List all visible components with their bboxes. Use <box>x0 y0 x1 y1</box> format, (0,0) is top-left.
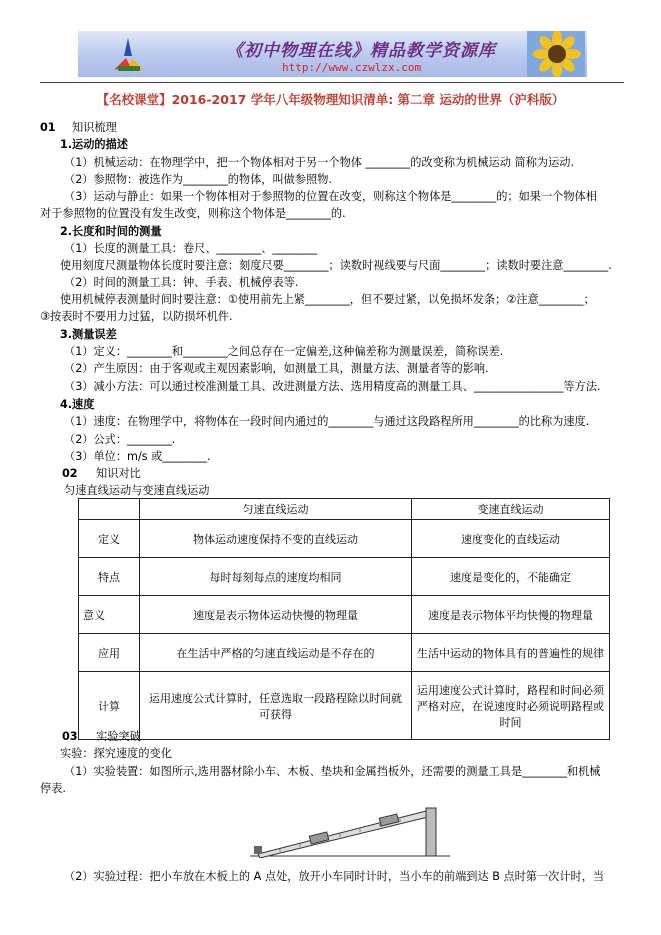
section1-line: （2）公式：________. <box>64 433 176 446</box>
section1-line: 对于参照物的位置没有发生改变，则称这个物体是________的. <box>40 207 346 220</box>
section1-line: 使用刻度尺测量物体长度时要注意：刻度尺要________；读数时视线要与尺面________；读数时要注意________. <box>60 259 612 272</box>
comparison-table <box>78 498 610 740</box>
section1-heading: 知识梳理 <box>72 121 117 134</box>
table-row <box>79 634 610 672</box>
section2-subheading: 匀速直线运动与变速直线运动 <box>64 484 210 497</box>
section1-sub4-title: 4.速度 <box>60 398 95 411</box>
table-row <box>79 596 610 634</box>
table-cell: 速度是表示物体运动快慢的物理量 <box>140 596 412 634</box>
section1-line: （1）速度：在物理学中，将物体在一段时间内通过的________与通过这段路程所用________的比称为速度. <box>64 415 590 428</box>
banner-url: http://www.czwlzx.com <box>282 61 422 74</box>
experiment-title: 实验：探究速度的变化 <box>60 747 172 760</box>
incline-experiment-diagram <box>250 800 450 858</box>
section2-number: 02 <box>62 467 78 480</box>
site-logo-icon <box>108 36 148 74</box>
sunflower-icon <box>527 31 585 77</box>
section1-line: （3）单位：m/s 或________. <box>64 450 211 463</box>
table-cell: 应用 <box>79 634 140 672</box>
table-header-cell: 变速直线运动 <box>412 499 610 520</box>
table-cell: 意义 <box>79 596 140 634</box>
table-row <box>79 558 610 596</box>
section1-line: （2）参照物：被选作为________的物体，叫做参照物. <box>64 173 332 186</box>
table-cell: 生活中运动的物体具有的普遍性的规律 <box>412 634 610 672</box>
section3-line: （1）实验装置：如图所示,选用器材除小车、木板、垫块和金属挡板外，还需要的测量工具是________和机械 <box>64 765 601 778</box>
section1-line: （1）定义：________和________之间总存在一定偏差,这种偏差称为测量误差，简称误差. <box>64 345 504 358</box>
section1-number: 01 <box>40 121 56 134</box>
table-cell: 速度是变化的，不能确定 <box>412 558 610 596</box>
section1-sub1-title: 1.运动的描述 <box>60 138 128 151</box>
section3-heading: 实验突破 <box>96 730 141 743</box>
table-header-cell <box>79 499 140 520</box>
banner-title: 《初中物理在线》精品教学资源库 <box>226 41 496 61</box>
section1-line: （1）机械运动：在物理学中，把一个物体相对于另一个物体 ________的改变称为机械运动 简称为运动. <box>64 156 575 169</box>
section1-line: 使用机械停表测量时间时要注意：①使用前先上紧________，但不要过紧，以免损坏发条；②注意________； <box>60 293 595 306</box>
table-cell: 计算 <box>79 672 140 740</box>
header-banner <box>78 31 587 77</box>
table-cell: 在生活中严格的匀速直线运动是不存在的 <box>140 634 412 672</box>
document-title: 【名校课堂】2016-2017 学年八年级物理知识清单: 第二章 运动的世界（沪科版） <box>96 92 565 107</box>
table-row <box>79 520 610 558</box>
section3-number: 03 <box>62 730 78 743</box>
section1-line: （3）减小方法：可以通过校准测量工具、改进测量方法、选用精度高的测量工具、________________等方法. <box>64 380 601 393</box>
table-cell: 定义 <box>79 520 140 558</box>
section3-line: 停表. <box>40 782 66 795</box>
section2-heading: 知识对比 <box>96 467 141 480</box>
section1-line: （2）时间的测量工具：钟、手表、机械停表等. <box>64 276 299 289</box>
table-cell: 每时每刻每点的速度均相同 <box>140 558 412 596</box>
table-cell: 特点 <box>79 558 140 596</box>
table-cell: 物体运动速度保持不变的直线运动 <box>140 520 412 558</box>
header-rule <box>40 82 624 83</box>
section1-line: ③按表时不要用力过猛，以防损坏机件. <box>40 310 233 323</box>
section1-line: （1）长度的测量工具：卷尺、________、________ <box>64 242 318 255</box>
section1-line: （3）运动与静止：如果一个物体相对于参照物的位置在改变，则称这个物体是________的；如果一个物体相 <box>64 190 597 203</box>
section1-sub3-title: 3.测量误差 <box>60 328 117 341</box>
section1-sub2-title: 2.长度和时间的测量 <box>60 225 162 238</box>
table-cell: 速度变化的直线运动 <box>412 520 610 558</box>
section3-line: （2）实验过程：把小车放在木板上的 A 点处，放开小车同时计时，当小车的前端到达 B 点时第一次计时，当 <box>64 870 605 883</box>
table-cell: 运用速度公式计算时，路程和时间必须严格对应，在说速度时必须说明路程或时间 <box>412 672 610 740</box>
table-cell: 速度是表示物体平均快慢的物理量 <box>412 596 610 634</box>
table-row <box>79 672 610 740</box>
table-header-cell: 匀速直线运动 <box>140 499 412 520</box>
table-header-row <box>79 499 610 520</box>
section1-line: （2）产生原因：由于客观或主观因素影响，如测量工具，测量方法、测量者等的影响. <box>64 362 489 375</box>
table-cell: 运用速度公式计算时，任意选取一段路程除以时间就可获得 <box>140 672 412 740</box>
